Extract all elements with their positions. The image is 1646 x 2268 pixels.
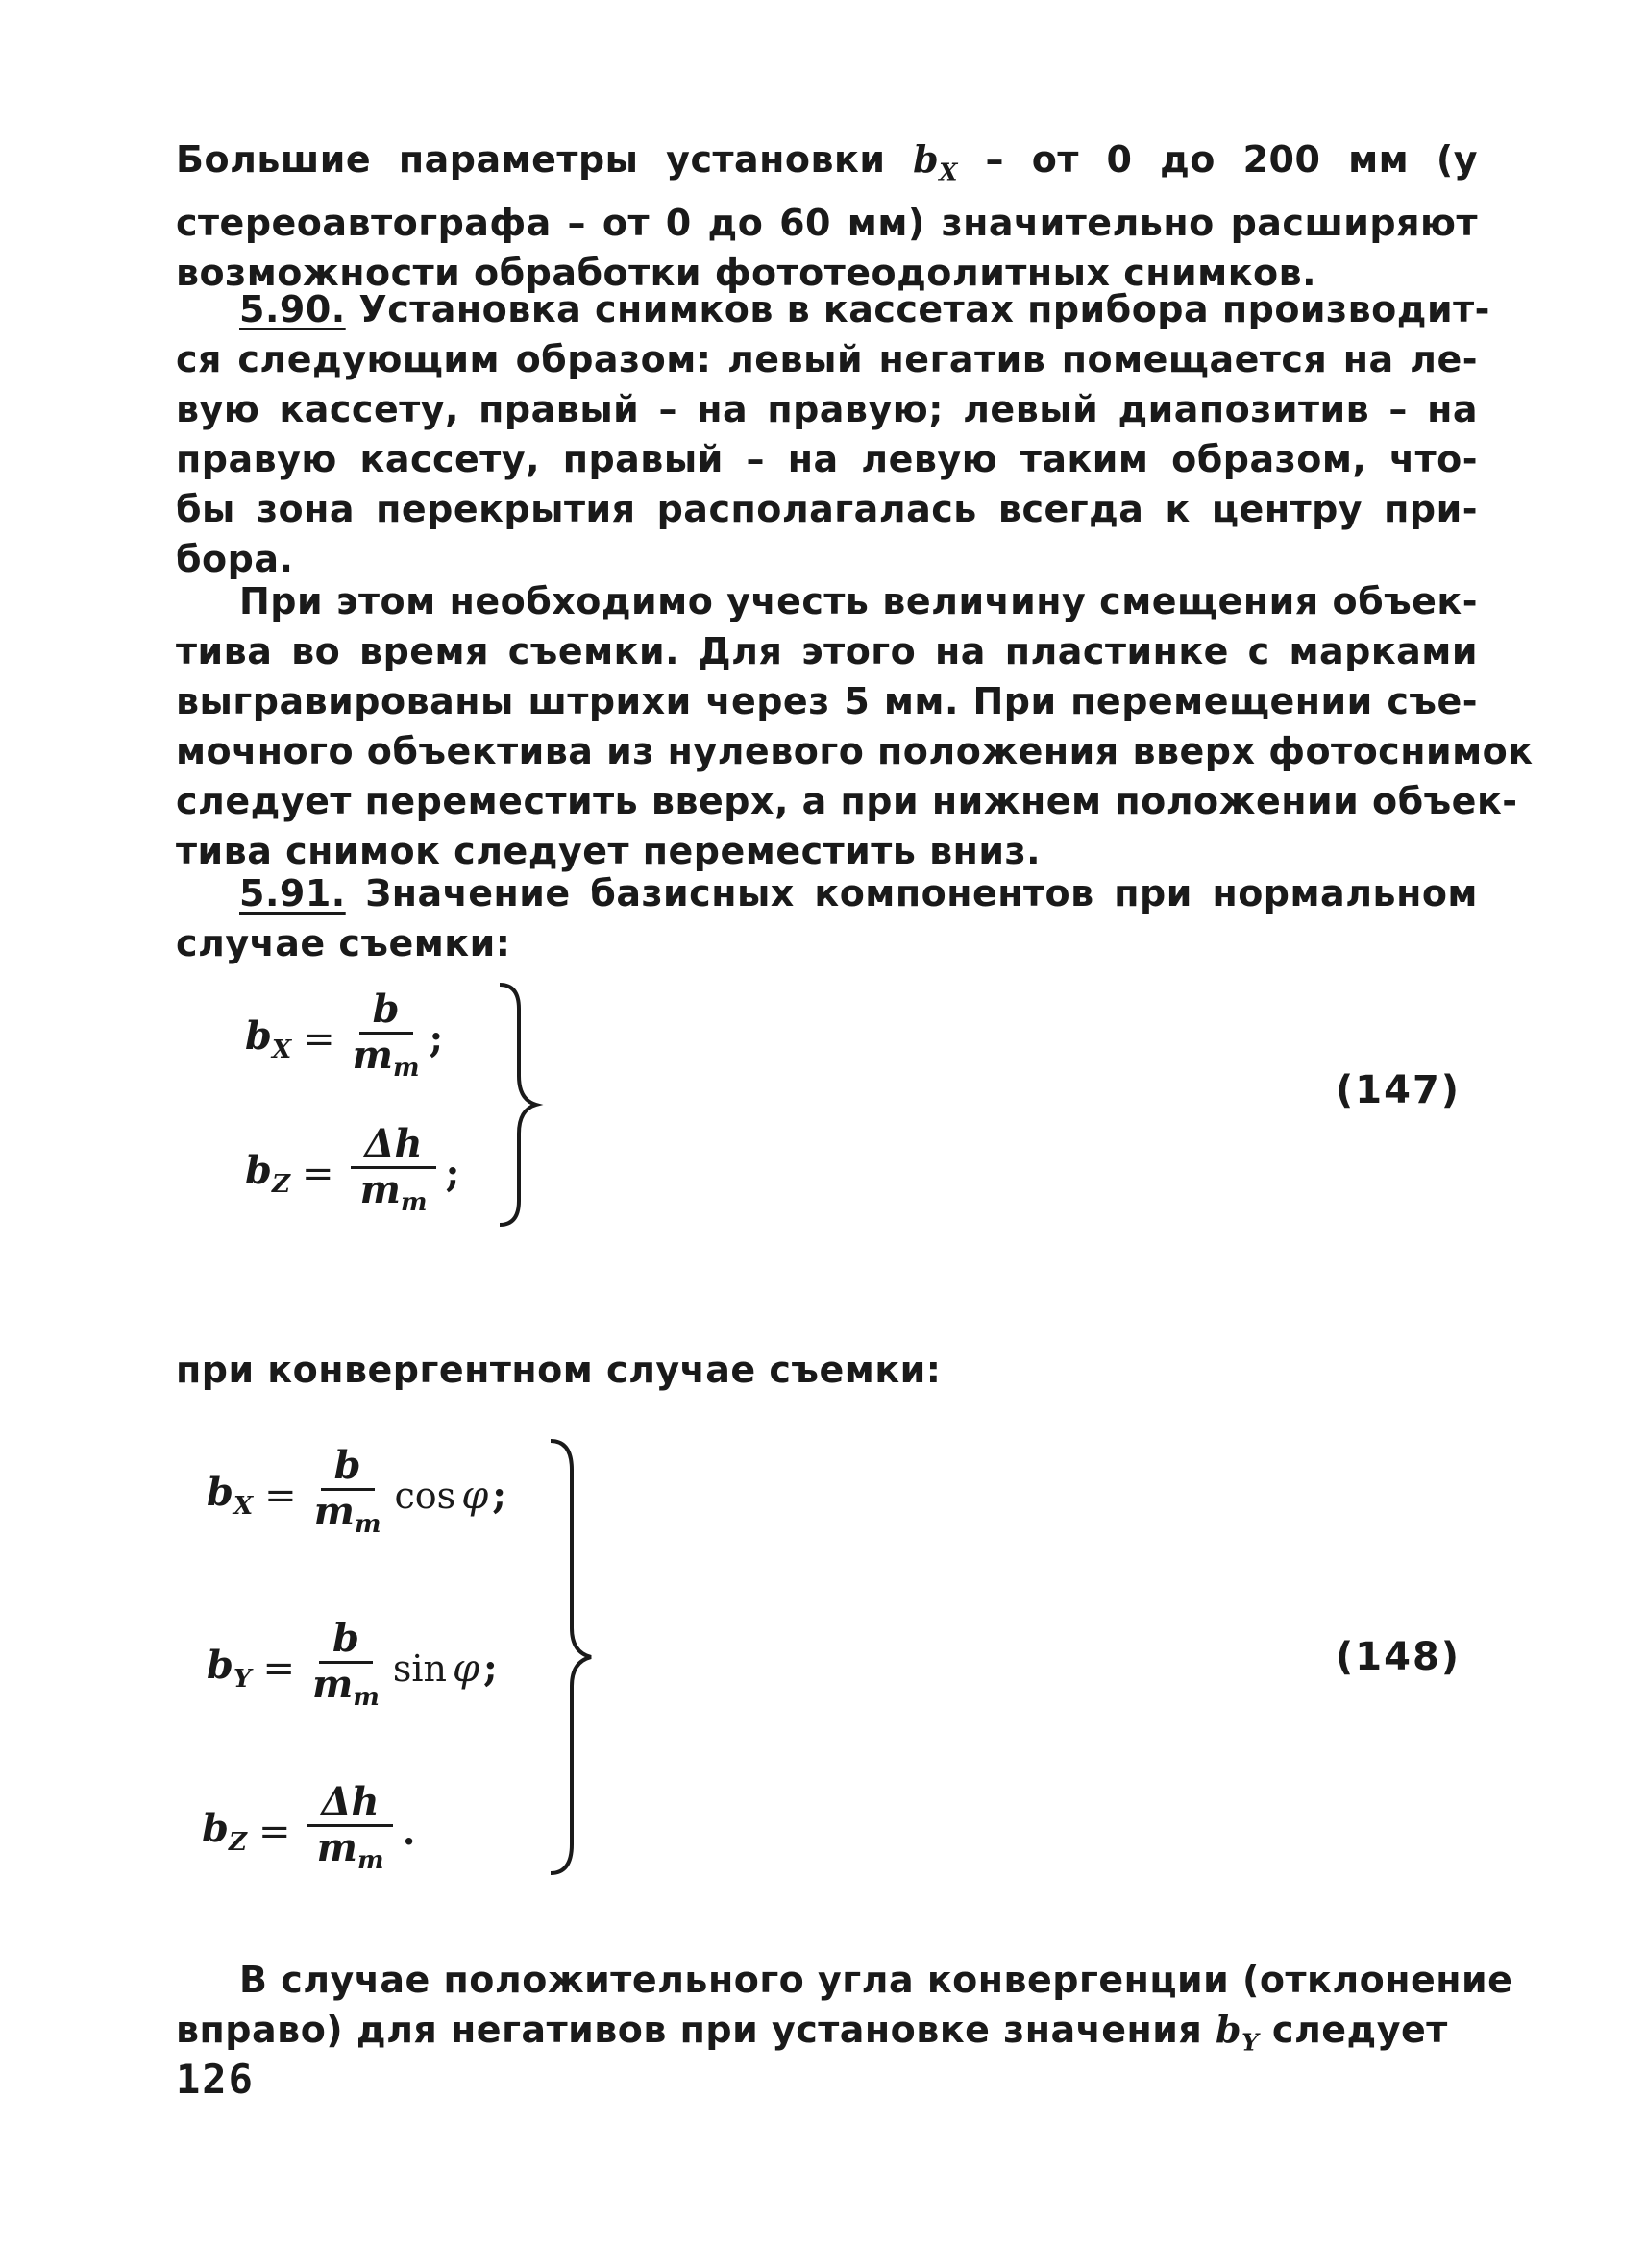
text-line: следует переместить вверх, а при нижнем положении объек- bbox=[176, 780, 1518, 822]
paragraph-5 bbox=[176, 1345, 1478, 1395]
equation-number: (147) bbox=[1336, 1068, 1462, 1112]
paragraph-5-90 bbox=[176, 284, 1490, 584]
text-line: В случае положительного угла конвергенции (отклонение bbox=[239, 1959, 1513, 2001]
text-line: случае съемки: bbox=[176, 922, 511, 964]
text-line: правую кассету, правый – на левую таким образом, что- bbox=[176, 438, 1478, 480]
text-line: выгравированы штрихи через 5 мм. При перемещении съе- bbox=[176, 680, 1478, 722]
equation-number: (148) bbox=[1336, 1635, 1462, 1679]
text-line: бора. bbox=[176, 538, 294, 580]
section-number: 5.91. bbox=[239, 872, 346, 915]
text-line: Большие параметры установки $b_X$ – от 0 до 200 мм (у bbox=[176, 137, 1478, 186]
right-brace-icon bbox=[543, 1436, 601, 1878]
text-line: при конвергентном случае съемки: bbox=[176, 1349, 942, 1391]
equation-148-row-2: $b_Y$ = $\frac{b}{m_m}$ sin φ ; bbox=[207, 1616, 498, 1712]
text-line: возможности обработки фототеодолитных снимков. bbox=[176, 251, 1317, 294]
equation-147-row-2: $b_Z$ = $\frac{\Delta h}{m_m}$ ; bbox=[245, 1121, 460, 1217]
text-line: мочного объектива из нулевого положения вверх фотоснимок bbox=[176, 730, 1534, 772]
right-brace-icon bbox=[490, 980, 548, 1230]
text-line: 5.90. Установка снимков в кассетах прибора производит- bbox=[239, 288, 1490, 330]
text-line: ся следующим образом: левый негатив помещается на ле- bbox=[176, 338, 1478, 380]
text-line: При этом необходимо учесть величину смещения объек- bbox=[239, 580, 1478, 622]
text-line: вправо) для негативов при установке значения $b_Y$ следует bbox=[176, 2008, 1448, 2057]
text-line: тива снимок следует переместить вниз. bbox=[176, 830, 1042, 872]
paragraph-6 bbox=[176, 1955, 1513, 2068]
paragraph-5-91 bbox=[176, 868, 1478, 968]
equation-147-row-1: $b_X$ = $\frac{b}{m_m}$ ; bbox=[245, 987, 444, 1083]
section-number: 5.90. bbox=[239, 288, 346, 330]
paragraph-3 bbox=[176, 576, 1534, 876]
equation-148-row-1: $b_X$ = $\frac{b}{m_m}$ cos φ ; bbox=[207, 1443, 506, 1539]
equation-148-row-3: $b_Z$ = $\frac{\Delta h}{m_m}$ . bbox=[202, 1779, 416, 1875]
page-number: 126 bbox=[176, 2056, 255, 2103]
text-line: бы зона перекрытия располагалась всегда к центру при- bbox=[176, 488, 1478, 530]
paragraph-1 bbox=[176, 134, 1478, 298]
text-line: стереоавтографа – от 0 до 60 мм) значительно расширяют bbox=[176, 201, 1478, 244]
text-line: тива во время съемки. Для этого на пластинке с марками bbox=[176, 630, 1478, 672]
text-line: 5.91. Значение базисных компонентов при нормальном bbox=[239, 872, 1478, 915]
text-line: вую кассету, правый – на правую; левый диапозитив – на bbox=[176, 388, 1478, 430]
